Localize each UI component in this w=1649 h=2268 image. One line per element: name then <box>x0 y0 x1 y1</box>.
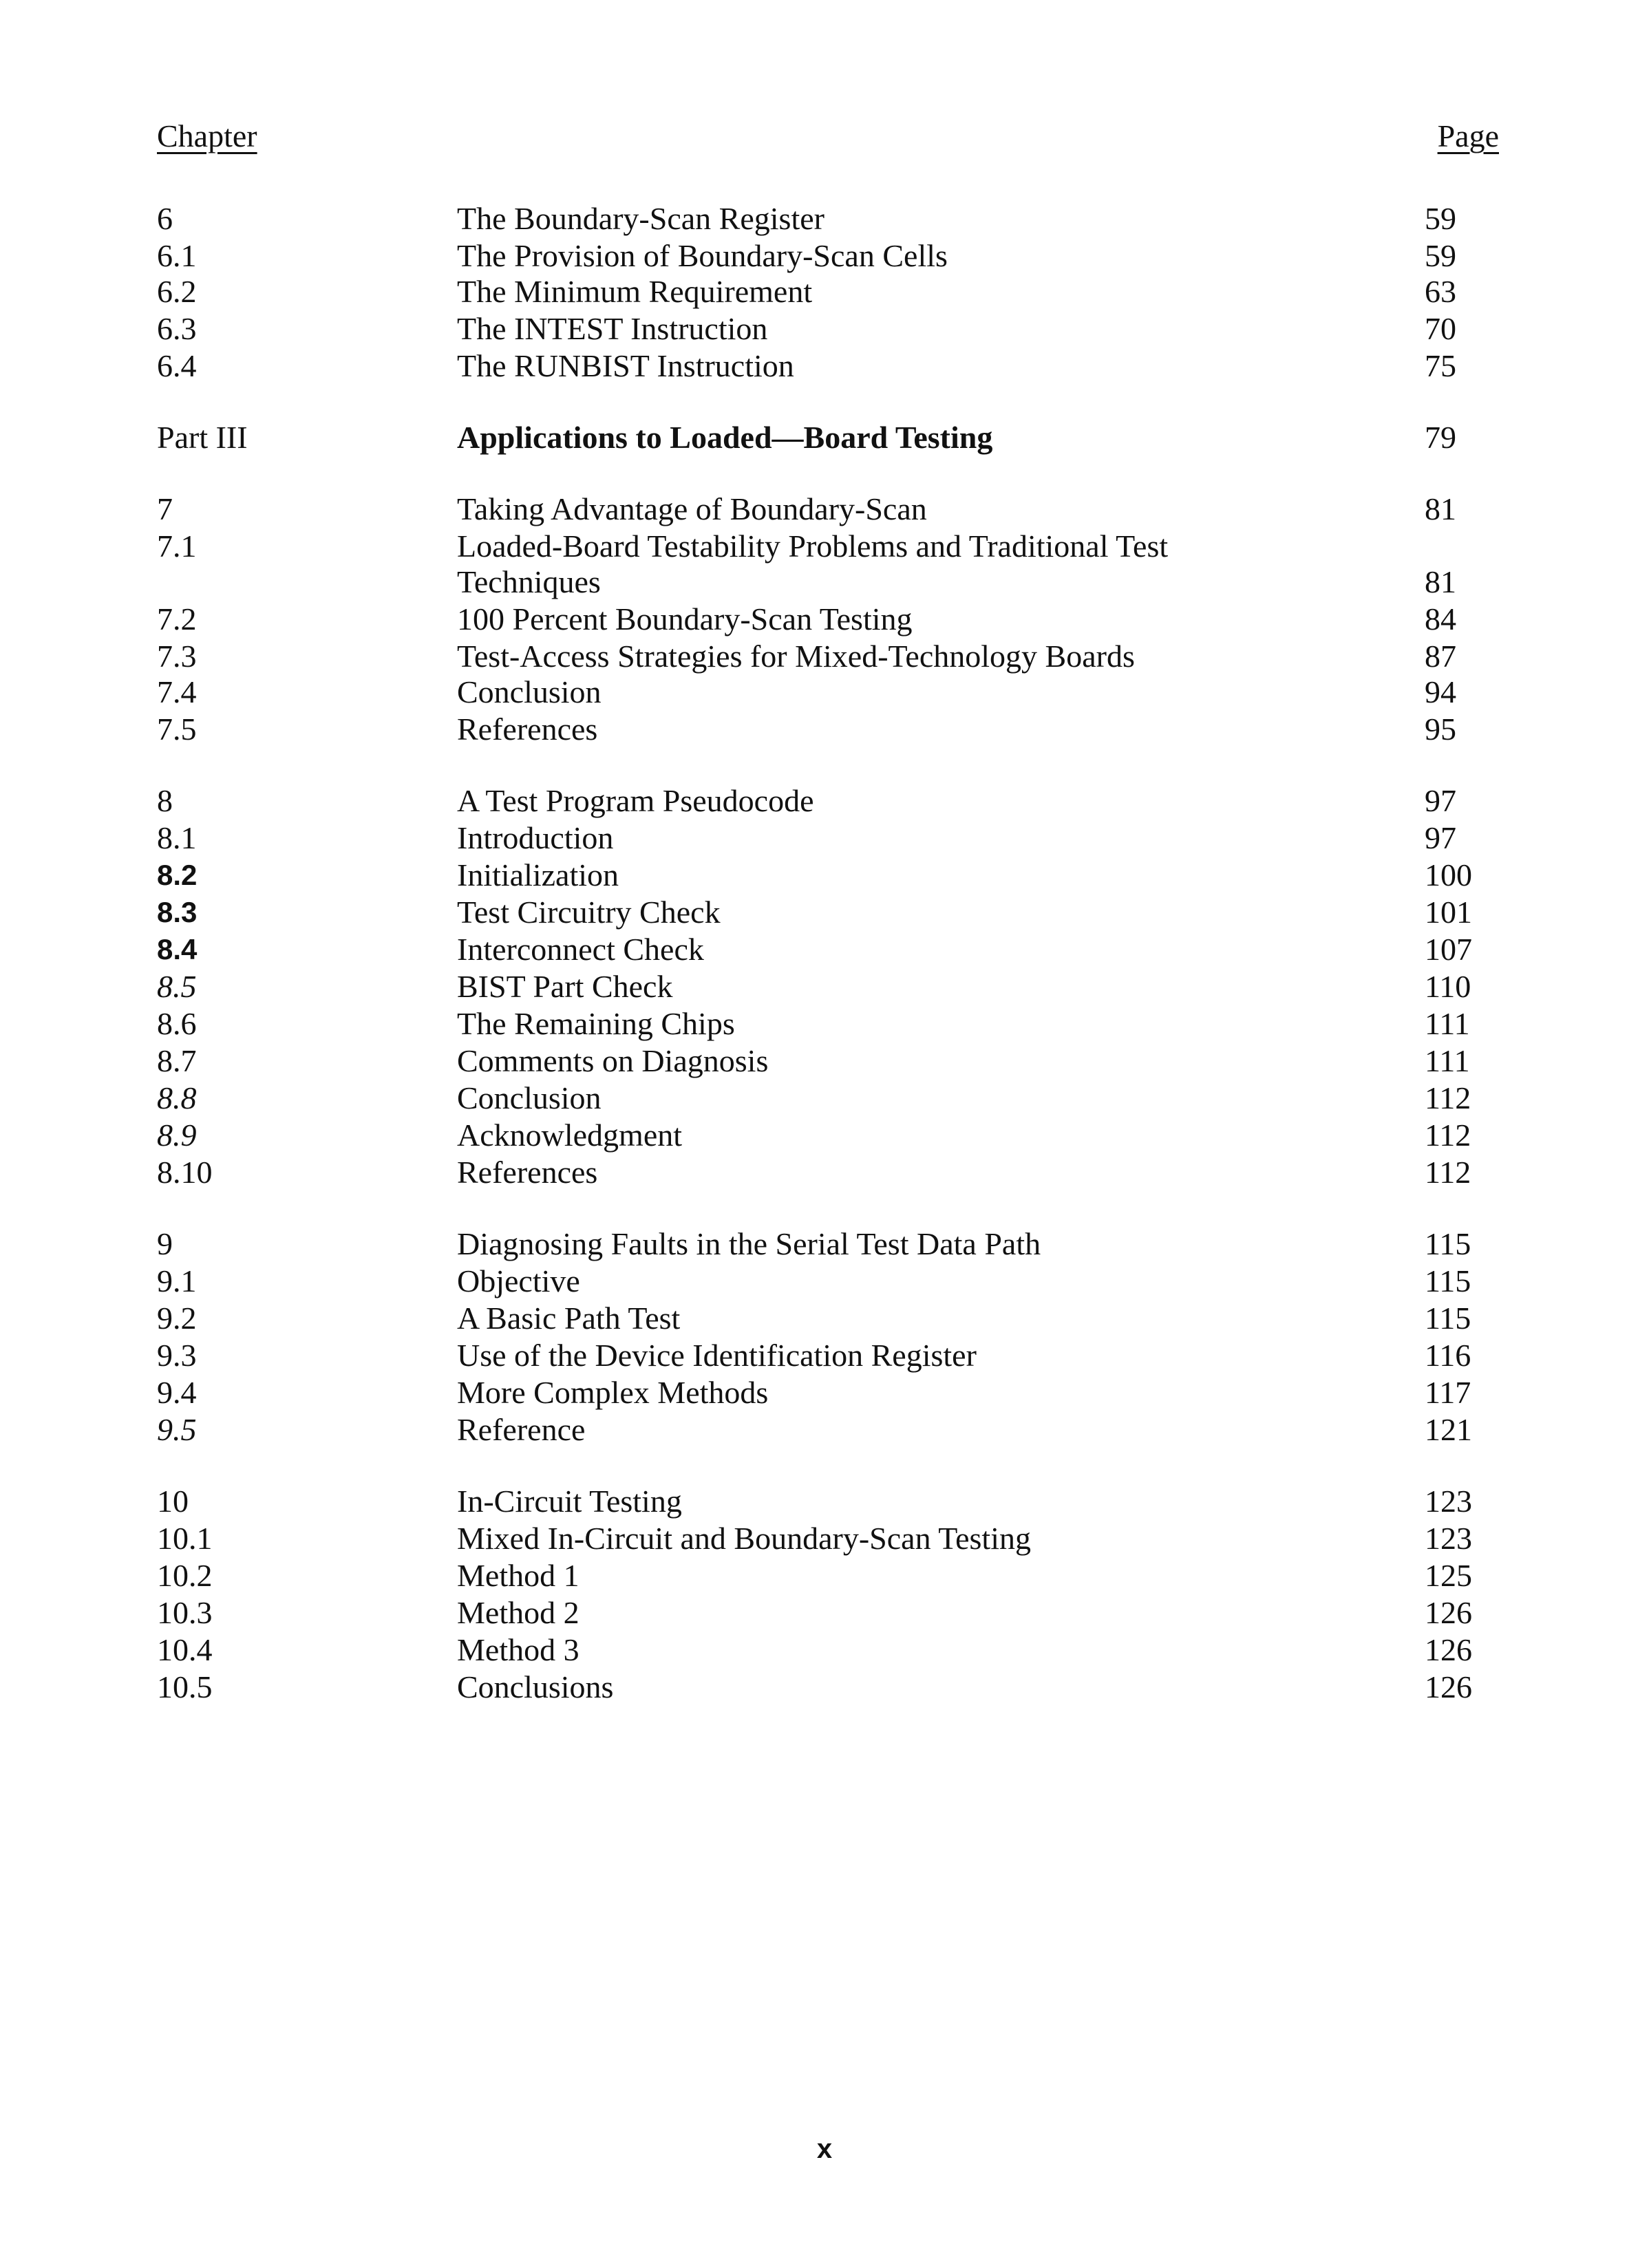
toc-entry <box>0 1519 1649 1558</box>
entry-page-number: 123 <box>1425 1484 1472 1519</box>
entry-title: In-Circuit Testing <box>457 1484 682 1519</box>
entry-page-number: 101 <box>1425 895 1472 930</box>
entry-page-number: 107 <box>1425 932 1472 967</box>
entry-title: Acknowledgment <box>457 1117 683 1153</box>
toc-entry <box>0 1556 1649 1595</box>
entry-number: 8.8 <box>157 1080 197 1115</box>
toc-entry <box>0 782 1649 820</box>
toc-entry <box>0 310 1649 348</box>
entry-number: 6.4 <box>157 348 197 383</box>
toc-entry <box>0 200 1649 238</box>
toc-entry <box>0 673 1649 712</box>
toc-entry <box>0 637 1649 676</box>
entry-number: 9 <box>157 1226 173 1261</box>
entry-number: 10.1 <box>157 1521 213 1556</box>
entry-page-number: 112 <box>1425 1155 1471 1190</box>
entry-title: Method 3 <box>457 1632 579 1667</box>
entry-page-number: 117 <box>1425 1375 1471 1410</box>
toc-entry <box>0 1225 1649 1263</box>
entry-number: 6.3 <box>157 311 197 346</box>
entry-number: 7 <box>157 491 173 526</box>
entry-page-number: 59 <box>1425 201 1456 236</box>
entry-number: 9.1 <box>157 1263 197 1298</box>
entry-number: 7.4 <box>157 674 197 709</box>
toc-entry <box>0 1373 1649 1412</box>
entry-number: 6.1 <box>157 238 197 273</box>
entry-title: Conclusions <box>457 1669 614 1704</box>
entry-number: 8.9 <box>157 1117 197 1153</box>
entry-page-number: 94 <box>1425 674 1456 709</box>
entry-number: 8.4 <box>157 933 198 965</box>
entry-number: 8.3 <box>157 896 198 928</box>
toc-entry <box>0 1411 1649 1449</box>
entry-title: 100 Percent Boundary-Scan Testing <box>457 601 913 636</box>
entry-page-number: 97 <box>1425 783 1456 818</box>
toc-entry <box>0 1482 1649 1521</box>
entry-title: More Complex Methods <box>457 1375 769 1410</box>
entry-number: 9.5 <box>157 1412 197 1447</box>
toc-entry <box>0 490 1649 528</box>
entry-number: 9.2 <box>157 1301 197 1336</box>
entry-title: Objective <box>457 1263 580 1298</box>
entry-title: Loaded-Board Testability Problems and Traditional Test <box>457 528 1169 564</box>
entry-title: Conclusion <box>457 1080 602 1115</box>
entry-page-number: 126 <box>1425 1595 1472 1630</box>
entry-page-number: 123 <box>1425 1521 1472 1556</box>
toc-entry <box>0 527 1649 566</box>
entry-title: References <box>457 712 598 747</box>
page-folio: x <box>816 2134 833 2164</box>
toc-entry <box>0 967 1649 1006</box>
toc-entry <box>0 1336 1649 1375</box>
entry-page-number: 70 <box>1425 311 1456 346</box>
entry-page-number: 84 <box>1425 601 1456 636</box>
toc-entry <box>0 893 1649 932</box>
entry-title: The Remaining Chips <box>457 1006 735 1041</box>
entry-title: A Basic Path Test <box>457 1301 681 1336</box>
entry-number: 6 <box>157 201 173 236</box>
entry-title: Applications to Loaded—Board Testing <box>457 420 993 455</box>
entry-number: 8.10 <box>157 1155 213 1190</box>
entry-page-number: 87 <box>1425 639 1456 674</box>
entry-title: BIST Part Check <box>457 969 673 1004</box>
entry-number: 8.5 <box>157 969 197 1004</box>
entry-page-number: 115 <box>1425 1301 1471 1336</box>
entry-page-number: 59 <box>1425 238 1456 273</box>
entry-title: Initialization <box>457 857 619 892</box>
entry-page-number: 112 <box>1425 1117 1471 1153</box>
entry-page-number: 75 <box>1425 348 1456 383</box>
entry-title: Taking Advantage of Boundary-Scan <box>457 491 927 526</box>
entry-page-number: 97 <box>1425 820 1456 855</box>
entry-title: A Test Program Pseudocode <box>457 783 814 818</box>
entry-number: 8 <box>157 783 173 818</box>
toc-entry <box>0 710 1649 749</box>
entry-page-number: 100 <box>1425 857 1472 892</box>
entry-number: 9.4 <box>157 1375 197 1410</box>
entry-number: 10.2 <box>157 1558 213 1593</box>
entry-page-number: 126 <box>1425 1669 1472 1704</box>
entry-page-number: 111 <box>1425 1043 1470 1078</box>
entry-number: Part III <box>157 420 248 455</box>
entry-title: Comments on Diagnosis <box>457 1043 769 1078</box>
entry-number: 8.1 <box>157 820 197 855</box>
toc-entry <box>0 1668 1649 1707</box>
entry-title: Method 2 <box>457 1595 579 1630</box>
toc-entry <box>0 1116 1649 1155</box>
toc-entry <box>0 930 1649 969</box>
entry-number: 8.2 <box>157 859 198 891</box>
entry-number: 6.2 <box>157 274 197 309</box>
entry-title: Test-Access Strategies for Mixed-Technology Boards <box>457 639 1135 674</box>
entry-page-number: 81 <box>1425 491 1456 526</box>
entry-number: 10.4 <box>157 1632 213 1667</box>
entry-title: Techniques <box>457 564 601 599</box>
toc-entry <box>0 1594 1649 1632</box>
toc-entry <box>0 1079 1649 1117</box>
entry-page-number: 63 <box>1425 274 1456 309</box>
toc-entry <box>0 272 1649 311</box>
entry-title: The INTEST Instruction <box>457 311 768 346</box>
entry-number: 8.7 <box>157 1043 197 1078</box>
entry-title: Method 1 <box>457 1558 579 1593</box>
entry-page-number: 126 <box>1425 1632 1472 1667</box>
entry-title: The Provision of Boundary-Scan Cells <box>457 238 948 273</box>
entry-title: References <box>457 1155 598 1190</box>
entry-title: Test Circuitry Check <box>457 895 721 930</box>
entry-page-number: 115 <box>1425 1263 1471 1298</box>
entry-title: Introduction <box>457 820 614 855</box>
entry-page-number: 116 <box>1425 1338 1471 1373</box>
entry-number: 8.6 <box>157 1006 197 1041</box>
entry-title: Interconnect Check <box>457 932 704 967</box>
entry-title: The Boundary-Scan Register <box>457 201 824 236</box>
entry-page-number: 81 <box>1425 564 1456 599</box>
toc-entry <box>0 418 1649 457</box>
page-column-header: Page <box>1437 118 1499 153</box>
entry-title: Use of the Device Identification Register <box>457 1338 977 1373</box>
entry-number: 10 <box>157 1484 189 1519</box>
toc-entry <box>0 819 1649 857</box>
entry-page-number: 125 <box>1425 1558 1472 1593</box>
toc-entry <box>0 1005 1649 1043</box>
chapter-column-header: Chapter <box>157 118 257 153</box>
entry-page-number: 95 <box>1425 712 1456 747</box>
entry-number: 10.3 <box>157 1595 213 1630</box>
toc-entry <box>0 347 1649 385</box>
toc-entry <box>0 600 1649 639</box>
entry-page-number: 121 <box>1425 1412 1472 1447</box>
entry-title: The Minimum Requirement <box>457 274 813 309</box>
entry-number: 7.1 <box>157 528 197 564</box>
toc-entry <box>0 563 1649 601</box>
toc-entry <box>0 1299 1649 1338</box>
toc-entry <box>0 237 1649 275</box>
entry-page-number: 79 <box>1425 420 1456 455</box>
toc-entry <box>0 1631 1649 1669</box>
toc-entry <box>0 856 1649 895</box>
entry-page-number: 115 <box>1425 1226 1471 1261</box>
entry-title: The RUNBIST Instruction <box>457 348 794 383</box>
entry-page-number: 111 <box>1425 1006 1470 1041</box>
entry-page-number: 110 <box>1425 969 1471 1004</box>
entry-title: Conclusion <box>457 674 602 709</box>
toc-entry <box>0 1262 1649 1301</box>
entry-title: Mixed In-Circuit and Boundary-Scan Testing <box>457 1521 1031 1556</box>
entry-page-number: 112 <box>1425 1080 1471 1115</box>
entry-title: Diagnosing Faults in the Serial Test Data Path <box>457 1226 1041 1261</box>
entry-title: Reference <box>457 1412 586 1447</box>
entry-number: 10.5 <box>157 1669 213 1704</box>
toc-entry <box>0 1042 1649 1080</box>
toc-entry <box>0 1153 1649 1192</box>
entry-number: 7.2 <box>157 601 197 636</box>
entry-number: 9.3 <box>157 1338 197 1373</box>
entry-number: 7.5 <box>157 712 197 747</box>
entry-number: 7.3 <box>157 639 197 674</box>
